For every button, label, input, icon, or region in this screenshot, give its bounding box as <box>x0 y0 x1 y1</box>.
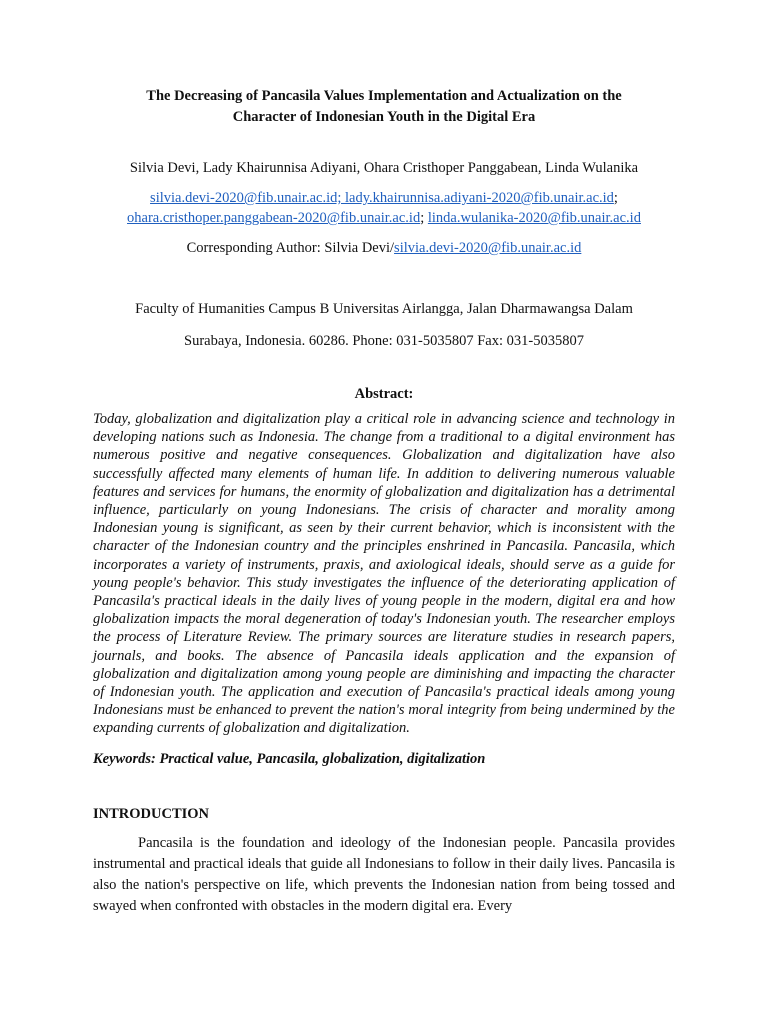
corresponding-email-link[interactable]: silvia.devi-2020@fib.unair.ac.id <box>394 240 582 256</box>
title-line-2: Character of Indonesian Youth in the Digital Era <box>232 109 536 125</box>
affiliation-line-2: Surabaya, Indonesia. 60286. Phone: 031-5035807 Fax: 031-5035807 <box>184 333 584 349</box>
author-list: Silvia Devi, Lady Khairunnisa Adiyani, Ohara Cristhoper Panggabean, Linda Wulanika <box>129 160 639 176</box>
email-separator-1: ; <box>613 190 618 206</box>
affiliation-line-1: Faculty of Humanities Campus B Universitas Airlangga, Jalan Dharmawangsa Dalam <box>135 301 633 317</box>
corresponding-label: Corresponding Author: Silvia Devi/ <box>186 240 395 256</box>
corresponding-author <box>93 238 675 258</box>
introduction-paragraph: Pancasila is the foundation and ideology of the Indonesian people. Pancasila provides instrumental and practical ideals that guide all Indonesians to follow in their daily lives. Pancasila is also the nation's perspective on life, which prevents the Indonesian nation from being tossed and swayed when confronted with obstacles in the modern digital era. Every <box>93 834 675 914</box>
email-separator-2: ; <box>420 210 428 226</box>
abstract-text: Today, globalization and digitalization play a critical role in advancing science and technology in developing nations such as Indonesia. The change from a traditional to a digital environment has numerous positive and negative consequences. Globalization and digitalization have also successfully affected many elements of human life. In addition to delivering numerous valuable features and services for humans, the enormity of globalization and digitalization has a detrimental influence, particularly on young Indonesians. The crisis of character and morality among Indonesian young is significant, as seen by their current behavior, which is inconsistent with the character of the Indonesian country and the principles enshrined in Pancasila. Pancasila, which incorporates a variety of instruments, praxis, and axiological ideals, should serve as a guide for young people's behavior. This study investigates the influence of the deteriorating application of Pancasila's practical ideals in the daily lives of young people in the modern, digital era and how globalization impacts the moral degeneration of today's Indonesian youth. The researcher employs the process of Literature Review. The primary sources are literature studies in research papers, journals, and books. The absence of Pancasila ideals application and the expansion of globalization and digitalization among young people are diminishing and impacting the character of Indonesian youth. The application and execution of Pancasila's practical ideals among young Indonesians must be enhanced to prevent the nation's moral integrity from being undermined by the expanding currents of globalization and digitalization. <box>93 411 675 737</box>
abstract-heading: Abstract: <box>354 386 414 402</box>
paper-title <box>93 86 675 128</box>
email-link-1[interactable]: silvia.devi-2020@fib.unair.ac.id; lady.khairunnisa.adiyani-2020@fib.unair.ac.id <box>150 190 614 206</box>
email-link-3[interactable]: linda.wulanika-2020@fib.unair.ac.id <box>427 210 641 226</box>
title-line-1: The Decreasing of Pancasila Values Implementation and Actualization on the <box>146 88 622 104</box>
author-emails <box>93 188 675 228</box>
keywords: Keywords: Practical value, Pancasila, globalization, digitalization <box>93 750 486 767</box>
introduction-heading: INTRODUCTION <box>93 805 210 822</box>
email-link-2[interactable]: ohara.cristhoper.panggabean-2020@fib.unair.ac.id <box>127 210 421 226</box>
